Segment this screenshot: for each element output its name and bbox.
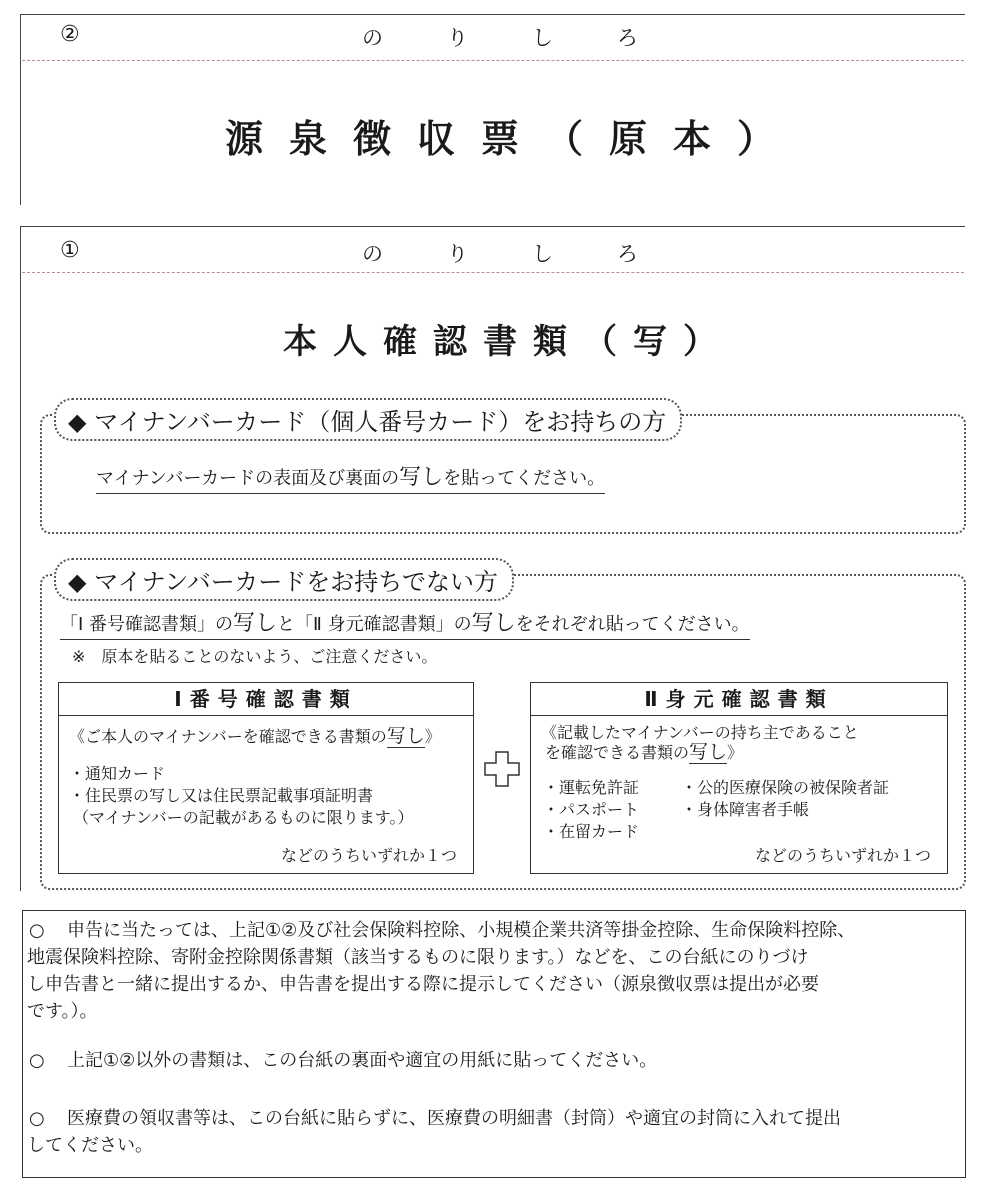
sheet-1-glue-label: のりしろ	[362, 242, 702, 266]
note-2-line: 上記①②以外の書類は、この台紙の裏面や適宜の用紙に貼ってください。	[67, 1050, 658, 1071]
sheet-2-fold-line	[22, 60, 964, 61]
sheet-2-title: 源泉徴収票（原本）	[224, 117, 801, 161]
identity-doc-item: ・在留カード	[543, 822, 640, 841]
note-1-line: 地震保険料控除、寄附金控除関係書類（該当するものに限ります。）などを、この台紙にのりづけ	[27, 947, 809, 968]
sheet-1-number: ①	[60, 238, 80, 263]
number-doc-box	[58, 682, 474, 874]
sheet-2-number: ②	[60, 22, 80, 47]
card-holder-instruction: マイナンバーカードの表面及び裏面の写しを貼ってください。	[96, 460, 605, 494]
identity-doc-item: ・公的医療保険の被保険者証	[681, 778, 890, 797]
no-card-heading: ◆ マイナンバーカードをお持ちでない方	[54, 558, 514, 601]
identity-doc-item: ・運転免許証	[543, 778, 640, 797]
note-3-line: してください。	[27, 1135, 153, 1156]
note-1-line: です。）。	[27, 1001, 98, 1022]
notes-box	[22, 910, 966, 1178]
number-doc-subtitle: 《ご本人のマイナンバーを確認できる書類の写し》	[69, 725, 441, 747]
note-marker: ○	[29, 920, 45, 941]
identity-doc-box	[530, 682, 948, 874]
sheet-1-fold-line	[22, 272, 964, 273]
identity-doc-item: ・パスポート	[543, 800, 640, 819]
identity-doc-subtitle-2: を確認できる書類の写し》	[545, 741, 744, 763]
sheet-2-glue-label: のりしろ	[362, 26, 702, 50]
number-doc-item: ・通知カード	[69, 764, 166, 783]
identity-doc-subtitle-1: 《記載したマイナンバーの持ち主であること	[541, 723, 859, 742]
number-doc-footer: などのうちいずれか１つ	[280, 846, 457, 865]
number-doc-item: ・住民票の写し又は住民票記載事項証明書	[69, 786, 374, 805]
note-marker: ○	[29, 1108, 45, 1129]
identity-doc-item: ・身体障害者手帳	[681, 800, 810, 819]
note-marker: ○	[29, 1050, 45, 1071]
plus-icon	[483, 750, 521, 788]
note-1-line: 申告に当たっては、上記①②及び社会保険料控除、小規模企業共済等掛金控除、生命保険料控除、	[67, 920, 856, 941]
number-doc-item: （マイナンバーの記載があるものに限ります。）	[73, 808, 414, 827]
no-card-instruction: 「Ⅰ 番号確認書類」の写しと「Ⅱ 身元確認書類」の写しをそれぞれ貼ってください。	[60, 606, 750, 640]
identity-doc-footer: などのうちいずれか１つ	[754, 846, 931, 865]
number-doc-title: Ⅰ番号確認書類	[59, 683, 473, 716]
sheet-1-title: 本人確認書類（写）	[283, 322, 733, 362]
identity-doc-title: Ⅱ身元確認書類	[531, 683, 947, 716]
caution-note: ※ 原本を貼ることのないよう、ご注意ください。	[72, 647, 438, 666]
note-1-line: し申告書と一緒に提出するか、申告書を提出する際に提示してください（源泉徴収票は提出が必要	[27, 974, 819, 995]
note-3-line: 医療費の領収書等は、この台紙に貼らずに、医療費の明細書（封筒）や適宜の封筒に入れて提出	[67, 1108, 841, 1129]
card-holder-heading: ◆ マイナンバーカード（個人番号カード）をお持ちの方	[54, 398, 682, 441]
